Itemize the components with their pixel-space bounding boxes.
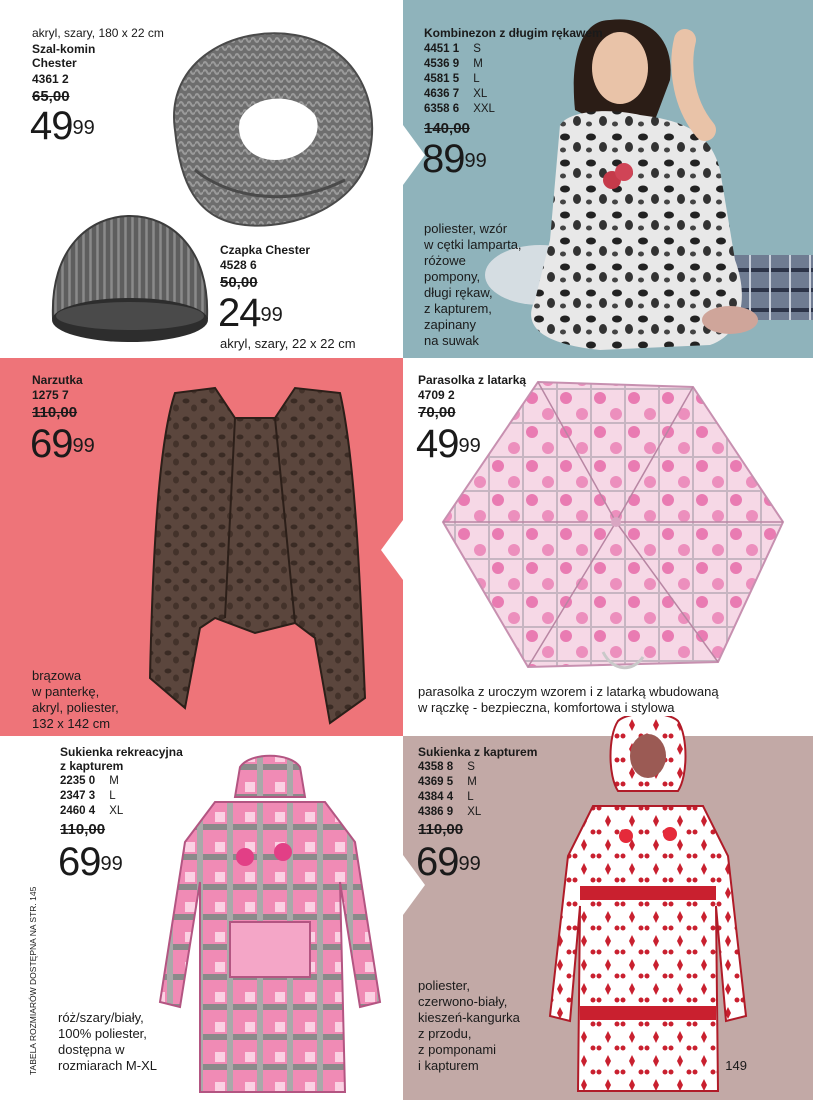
- desc-line: w panterkę,: [32, 684, 100, 699]
- dress-hood-price: [416, 842, 481, 882]
- poncho-price-cents: 99: [72, 435, 95, 457]
- scarf-price-cents: 99: [72, 117, 95, 139]
- variant-size: XL: [467, 806, 482, 818]
- variant-size: XXL: [473, 103, 495, 115]
- variant-size: XL: [109, 805, 124, 817]
- page-number: 149: [725, 1058, 747, 1073]
- desc-line: rozmiarach M-XL: [58, 1058, 157, 1073]
- jumpsuit-model-image: [480, 0, 813, 358]
- desc-line: zapinany: [424, 317, 477, 332]
- variant-code: 4581 5: [424, 73, 460, 85]
- poncho-price: [30, 424, 95, 464]
- scarf-material: akryl, szary, 180 x 22 cm: [32, 26, 164, 40]
- variant-row: [60, 789, 137, 804]
- hat-price-cents: 99: [260, 304, 283, 326]
- dress-hood-variants: [418, 760, 495, 820]
- scarf-old-price: 65,00: [32, 88, 70, 105]
- umbrella-price-main: 49: [416, 422, 459, 466]
- hat-image: [45, 208, 215, 348]
- dress-rec-name-line2: z kapturem: [60, 759, 124, 773]
- variant-size: L: [467, 791, 474, 803]
- variant-row: [424, 57, 509, 72]
- hat-material: akryl, szary, 22 x 22 cm: [220, 336, 356, 351]
- desc-line: czerwono-biały,: [418, 994, 508, 1009]
- desc-line: poliester,: [418, 978, 471, 993]
- variant-code: 4358 8: [418, 761, 454, 773]
- umbrella-description: [418, 684, 719, 716]
- jumpsuit-price: [422, 139, 487, 179]
- jumpsuit-description: [424, 221, 522, 349]
- umbrella-price: [416, 424, 481, 464]
- desc-line: 100% poliester,: [58, 1026, 147, 1041]
- umbrella-old-price: 70,00: [418, 404, 456, 421]
- variant-code: 2460 4: [60, 805, 96, 817]
- desc-line: różowe: [424, 253, 466, 268]
- dress-rec-old-price: 110,00: [60, 821, 106, 838]
- variant-size: M: [473, 58, 483, 70]
- jumpsuit-price-cents: 99: [464, 150, 487, 172]
- dress-rec-description: [58, 1010, 157, 1074]
- jumpsuit-price-main: 89: [422, 137, 465, 181]
- hat-price-main: 24: [218, 291, 261, 335]
- dress-hood-price-main: 69: [416, 840, 459, 884]
- dress-hood-name: Sukienka z kapturem: [418, 745, 538, 759]
- variant-size: S: [473, 43, 481, 55]
- scarf-price: [30, 106, 95, 146]
- variant-row: [418, 805, 495, 820]
- pink-dress-image: [155, 752, 385, 1100]
- variant-row: [60, 774, 137, 789]
- desc-line: na suwak: [424, 333, 479, 348]
- desc-line: brązowa: [32, 668, 82, 683]
- jumpsuit-variants: [424, 42, 509, 117]
- desc-line: i kapturem: [418, 1058, 479, 1073]
- dress-rec-name-line1: Sukienka rekreacyjna: [60, 745, 183, 759]
- scarf-code: 4361 2: [32, 72, 69, 86]
- desc-line: długi rękaw,: [424, 285, 493, 300]
- variant-size: S: [467, 761, 475, 773]
- variant-size: M: [109, 775, 119, 787]
- desc-line: z pomponami: [418, 1042, 497, 1057]
- coral-pointer: [381, 520, 403, 580]
- dress-hood-price-cents: 99: [458, 853, 481, 875]
- umbrella-price-cents: 99: [458, 435, 481, 457]
- scarf-image: [155, 20, 380, 235]
- hat-code: 4528 6: [220, 258, 257, 272]
- variant-row: [424, 87, 509, 102]
- variant-code: 4384 4: [418, 791, 454, 803]
- variant-code: 2347 3: [60, 790, 96, 802]
- dress-rec-variants: [60, 774, 137, 819]
- poncho-code: 1275 7: [32, 388, 69, 402]
- variant-row: [424, 42, 509, 57]
- dress-rec-price-cents: 99: [100, 853, 123, 875]
- desc-line: akryl, poliester,: [32, 700, 119, 715]
- variant-row: [60, 804, 137, 819]
- poncho-name: Narzutka: [32, 373, 83, 387]
- dress-hood-description: [418, 978, 520, 1074]
- desc-line: w cętki lamparta,: [424, 237, 522, 252]
- dress-rec-price-main: 69: [58, 840, 101, 884]
- variant-code: 4386 9: [418, 806, 454, 818]
- variant-code: 4636 7: [424, 88, 460, 100]
- jumpsuit-old-price: 140,00: [424, 120, 470, 137]
- poncho-price-main: 69: [30, 422, 73, 466]
- size-table-note: TABELA ROZMIARÓW DOSTĘPNA NA STR. 145: [28, 886, 38, 1075]
- scarf-price-main: 49: [30, 104, 73, 148]
- variant-code: 6358 6: [424, 103, 460, 115]
- nordic-dress-image: [548, 716, 748, 1100]
- variant-code: 4536 9: [424, 58, 460, 70]
- variant-row: [418, 775, 495, 790]
- dress-rec-price: [58, 842, 123, 882]
- variant-row: [418, 760, 495, 775]
- variant-size: M: [467, 776, 477, 788]
- scarf-name: Szal-komin Chester: [32, 42, 96, 70]
- variant-size: L: [473, 73, 480, 85]
- variant-size: XL: [473, 88, 488, 100]
- umbrella-name: Parasolka z latarką: [418, 373, 527, 387]
- hat-old-price: 50,00: [220, 274, 258, 291]
- variant-code: 4451 1: [424, 43, 460, 55]
- desc-line: z przodu,: [418, 1026, 472, 1041]
- desc-line: parasolka z uroczym wzorem i z latarką wbudowaną: [418, 684, 719, 699]
- jumpsuit-name: Kombinezon z długim rękawem: [424, 26, 603, 40]
- desc-line: 132 x 142 cm: [32, 716, 111, 731]
- dress-hood-old-price: 110,00: [418, 821, 464, 838]
- desc-line: dostępna w: [58, 1042, 125, 1057]
- poncho-old-price: 110,00: [32, 404, 78, 421]
- variant-row: [424, 72, 509, 87]
- desc-line: róż/szary/biały,: [58, 1010, 144, 1025]
- variant-row: [418, 790, 495, 805]
- desc-line: pompony,: [424, 269, 481, 284]
- variant-code: 4369 5: [418, 776, 454, 788]
- hat-price: [218, 293, 283, 333]
- umbrella-code: 4709 2: [418, 388, 455, 402]
- umbrella-image: [438, 372, 788, 682]
- desc-line: kieszeń-kangurka: [418, 1010, 520, 1025]
- variant-size: L: [109, 790, 116, 802]
- desc-line: z kapturem,: [424, 301, 492, 316]
- poncho-description: [32, 668, 119, 732]
- variant-row: [424, 102, 509, 117]
- desc-line: poliester, wzór: [424, 221, 508, 236]
- hat-name: Czapka Chester: [220, 243, 311, 257]
- desc-line: w rączkę - bezpieczna, komfortowa i stylowa: [418, 700, 675, 715]
- variant-code: 2235 0: [60, 775, 96, 787]
- poncho-image: [145, 378, 370, 736]
